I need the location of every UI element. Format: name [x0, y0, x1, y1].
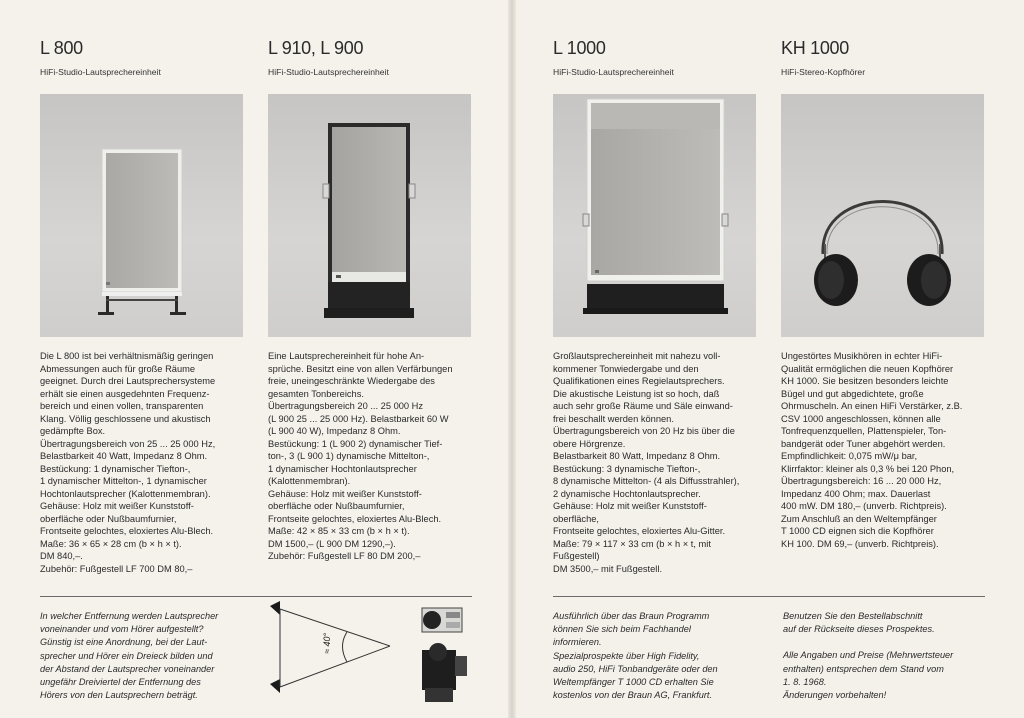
desc-line: bandgerät oder Tuner abgehört werden.: [781, 438, 946, 449]
desc-line: Bestückung: 3 dynamische Tiefton-,: [553, 463, 701, 474]
note-line: 1. 8. 1968.: [783, 676, 827, 687]
description-l910: [268, 350, 473, 563]
desc-line: sprüche. Besitzt eine von allen Verfärbungen: [268, 363, 453, 374]
speaker-l1000-illustration: [553, 94, 756, 337]
desc-line: (L 900 25 ... 25 000 Hz). Belastbarkeit 60 W: [268, 413, 449, 424]
desc-line: gedämpfte Box.: [40, 426, 106, 436]
listener-chair-icon: [422, 643, 467, 702]
product-title-l910: L 910, L 900: [268, 38, 364, 58]
desc-line: 2 dynamische Hochtonlautsprecher.: [553, 488, 701, 499]
desc-line: Bestückung: 1 (L 900 2) dynamischer Tief-: [268, 438, 443, 449]
desc-line: DM 840,–.: [40, 551, 83, 561]
desc-line: kommener Tonwiedergabe und den: [553, 363, 699, 374]
desc-line: Gehäuse: Holz mit weißer Kunststoff-: [40, 501, 194, 511]
speaker-l910-illustration: [268, 94, 471, 337]
desc-line: Frontseite gelochtes, eloxiertes Alu-Blech.: [268, 513, 442, 524]
desc-line: Bestückung: 1 dynamischer Tiefton-,: [40, 463, 191, 474]
note-line: Hörers von den Lautsprechern beträgt.: [40, 690, 198, 701]
desc-line: gesamten Tonbereichs.: [268, 388, 364, 399]
desc-line: (Kalottenmembran).: [268, 476, 351, 486]
desc-line: Frontseite gelochtes, eloxiertes Alu-Gitter.: [553, 526, 726, 536]
product-title-kh1000: KH 1000: [781, 38, 849, 58]
desc-line: Übertragungsbereich 20 ... 25 000 Hz: [268, 401, 424, 411]
page-fold: [508, 0, 516, 718]
note-line: Günstig ist eine Anordnung, bei der Laut-: [40, 637, 208, 648]
desc-line: Eine Lautsprechereinheit für hohe An-: [268, 351, 425, 361]
desc-line: ton-, 3 (L 900 1) dynamische Mittelton-,: [268, 451, 430, 461]
note-line: ungefähr Dreiviertel der Entfernung des: [40, 677, 201, 688]
program-note: [553, 610, 718, 702]
description-kh1000: [781, 350, 986, 550]
desc-line: Zum Anschluß an den Weltempfänger: [781, 513, 937, 524]
desc-line: Übertragungsbereich von 20 Hz bis über die: [553, 426, 735, 436]
placement-note: [40, 610, 218, 702]
note-line: können Sie sich beim Fachhandel: [553, 624, 691, 635]
desc-line: Maße: 42 × 85 × 33 cm (b × h × t).: [268, 526, 410, 536]
product-title-l1000: L 1000: [553, 38, 606, 58]
desc-line: Die akustische Leistung ist so hoch, daß: [553, 388, 720, 399]
note-line: auf der Rückseite dieses Prospektes.: [783, 624, 935, 635]
speaker-l800-illustration: [40, 94, 243, 337]
note-line: Ausführlich über das Braun Programm: [553, 611, 710, 621]
note-spacer: [783, 636, 953, 649]
desc-line: Hochtonlautsprecher (Kalottenmembran).: [40, 488, 211, 499]
desc-line: oberfläche oder Nußbaumfurnier,: [40, 513, 177, 524]
desc-line: oberfläche oder Nußbaumfurnier,: [268, 501, 405, 511]
note-line: der Abstand der Lautsprecher voneinander: [40, 663, 215, 674]
note-line: Weltempfänger T 1000 CD erhalten Sie: [553, 677, 714, 688]
desc-line: 1 dynamischer Hochtonlautsprecher: [268, 463, 417, 474]
product-subtitle-l1000: HiFi-Studio-Lautsprechereinheit: [553, 67, 674, 77]
desc-line: Qualifikationen eines Regielautsprechers.: [553, 376, 725, 386]
photo-l800: [40, 94, 243, 337]
desc-line: Frontseite gelochtes, eloxiertes Alu-Blech.: [40, 526, 214, 536]
desc-line: CSV 1000 angeschlossen, können alle: [781, 413, 941, 424]
desc-line: KH 100. DM 69,– (unverb. Richtpreis).: [781, 538, 939, 549]
photo-kh1000: [781, 94, 984, 337]
desc-line: Fußgestell): [553, 551, 600, 561]
desc-line: oberfläche,: [553, 513, 599, 524]
desc-line: freie, uneingeschränkte Wiedergabe des: [268, 376, 435, 386]
desc-line: Belastbarkeit 40 Watt, Impedanz 8 Ohm.: [40, 451, 208, 461]
desc-line: auch sehr große Räume und Säle einwand-: [553, 401, 733, 411]
note-line: informieren.: [553, 637, 602, 648]
desc-line: Klang. Völlig geschlossene und akustisch: [40, 413, 211, 424]
photo-l1000: [553, 94, 756, 337]
note-line: In welcher Entfernung werden Lautsprecher: [40, 611, 219, 621]
desc-line: Die L 800 ist bei verhältnismäßig geringen: [40, 351, 214, 361]
desc-line: DM 3500,– mit Fußgestell.: [553, 563, 663, 574]
note-line: voneinander und vom Hörer aufgestellt?: [40, 624, 204, 635]
product-subtitle-l910: HiFi-Studio-Lautsprechereinheit: [268, 67, 389, 77]
desc-line: Abmessungen auch für große Räume: [40, 363, 196, 374]
product-subtitle-l800: HiFi-Studio-Lautsprechereinheit: [40, 67, 161, 77]
speaker-bottom-icon: [270, 679, 280, 693]
desc-line: Ohrmuscheln. An einen HiFi Verstärker, z.B.: [781, 401, 963, 411]
desc-line: bereich und einen vollen, transparenten: [40, 401, 204, 411]
note-line: Alle Angaben und Preise (Mehrwertsteuer: [783, 650, 954, 661]
note-line: enthalten) entsprechen dem Stand vom: [783, 663, 944, 674]
note-line: kostenlos von der Braun AG, Frankfurt.: [553, 690, 712, 701]
note-line: Spezialprospekte über High Fidelity,: [553, 650, 700, 661]
desc-line: Empfindlichkeit: 0,075 mW/μ bar,: [781, 451, 918, 461]
desc-line: Übertragungsbereich: 16 ... 20 000 Hz,: [781, 476, 942, 486]
footer-divider-right: [553, 596, 985, 597]
desc-line: geeignet. Durch drei Lautsprechersysteme: [40, 376, 216, 386]
desc-line: Ungestörtes Musikhören in echter HiFi-: [781, 351, 943, 361]
desc-line: Zubehör: Fußgestell LF 700 DM 80,–: [40, 563, 193, 574]
description-l800: [40, 350, 245, 575]
note-line: Änderungen vorbehalten!: [783, 690, 887, 701]
desc-line: 8 dynamische Mittelton- (4 als Diffusstrahler),: [553, 476, 740, 486]
order-note: [783, 610, 953, 702]
record-player-icon: [422, 608, 462, 632]
desc-line: (L 900 40 W), Impedanz 8 Ohm.: [268, 426, 401, 436]
desc-line: Gehäuse: Holz mit weißer Kunststoff-: [268, 488, 422, 499]
desc-line: Maße: 36 × 65 × 28 cm (b × h × t).: [40, 538, 182, 549]
note-line: sprecher und Hörer ein Dreieck bilden und: [40, 650, 213, 661]
desc-line: 1 dynamischer Mittelton-, 1 dynamischer: [40, 476, 207, 486]
desc-line: Tonfrequenzquellen, Plattenspieler, Ton-: [781, 426, 947, 436]
desc-line: Zubehör: Fußgestell LF 80 DM 200,–: [268, 551, 421, 561]
triangle-diagram: [262, 600, 477, 710]
desc-line: Maße: 79 × 117 × 33 cm (b × h × t, mit: [553, 538, 711, 549]
speaker-top-icon: [270, 601, 280, 615]
desc-line: Klirrfaktor: kleiner als 0,3 % bei 120 Phon,: [781, 463, 955, 474]
desc-line: frei beschallt werden können.: [553, 413, 674, 424]
desc-line: erhält sie einen ausgedehnten Frequenz-: [40, 388, 210, 399]
photo-l910: [268, 94, 471, 337]
desc-line: Großlautsprechereinheit mit nahezu voll-: [553, 351, 721, 361]
product-title-l800: L 800: [40, 38, 83, 58]
desc-line: Übertragungsbereich von 25 ... 25 000 Hz,: [40, 438, 216, 449]
placement-diagram: [262, 600, 477, 710]
desc-line: DM 1500,– (L 900 DM 1290,–).: [268, 538, 396, 549]
description-l1000: [553, 350, 758, 575]
angle-label: ≈ 40°: [322, 632, 332, 654]
desc-line: obere Hörgrenze.: [553, 438, 626, 449]
headphones-kh1000-illustration: [781, 94, 984, 337]
desc-line: 400 mW. DM 180,– (unverb. Richtpreis).: [781, 501, 947, 511]
product-subtitle-kh1000: HiFi-Stereo-Kopfhörer: [781, 67, 866, 77]
footer-divider-left: [40, 596, 472, 597]
note-line: Benutzen Sie den Bestellabschnitt: [783, 611, 923, 621]
desc-line: Belastbarkeit 80 Watt, Impedanz 8 Ohm.: [553, 451, 721, 461]
desc-line: Gehäuse: Holz mit weißer Kunststoff-: [553, 501, 707, 511]
note-line: audio 250, HiFi Tonbandgeräte oder den: [553, 663, 718, 674]
desc-line: KH 1000. Sie besitzen besonders leichte: [781, 376, 949, 386]
desc-line: Qualität ermöglichen die neuen Kopfhörer: [781, 363, 954, 374]
desc-line: Impedanz 400 Ohm; max. Dauerlast: [781, 488, 931, 499]
desc-line: Bügel und gut abgedichtete, große: [781, 388, 924, 399]
desc-line: T 1000 CD eignen sich die Kopfhörer: [781, 526, 934, 536]
